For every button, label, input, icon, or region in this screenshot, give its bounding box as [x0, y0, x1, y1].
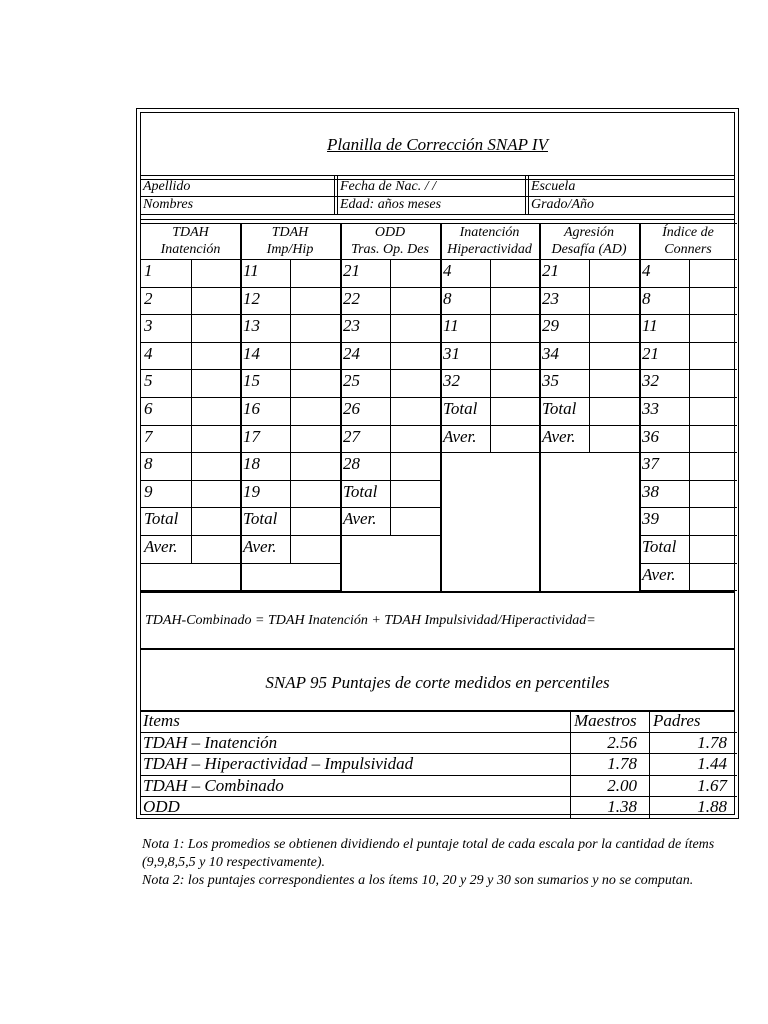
- grid-item-label: Total: [144, 509, 179, 529]
- cutoff-padres-value: 1.44: [697, 754, 727, 773]
- grid-item-label: 11: [642, 316, 658, 336]
- grid-item-label: 11: [443, 316, 459, 336]
- cutoff-padres-value: 1.88: [697, 797, 727, 816]
- field-escuela: Escuela: [531, 179, 576, 194]
- column-header: [639, 224, 737, 258]
- grid-item-label: 4: [443, 261, 452, 280]
- grid-item-label: 13: [243, 316, 260, 336]
- grid-item-label: Aver.: [542, 426, 576, 446]
- grid-item-label: 39: [642, 509, 659, 529]
- grid-item-label: 17: [243, 426, 260, 446]
- cutoff-maestros-value: 1.78: [607, 754, 637, 773]
- cutoff-row-label: ODD: [143, 797, 180, 816]
- grid-item-label: Aver.: [144, 537, 178, 556]
- grid-item-label: 9: [144, 481, 153, 501]
- cutoff-maestros-value: 1.38: [607, 797, 637, 816]
- grid-item-label: 7: [144, 426, 153, 446]
- cutoff-padres-value: 1.67: [697, 775, 727, 795]
- column-header-line: Inatención: [459, 225, 520, 240]
- column-header-line: Desafía (AD): [551, 242, 627, 257]
- grid-item-label: 21: [542, 261, 559, 280]
- grid-item-label: 21: [642, 343, 659, 363]
- grid-item-label: 4: [642, 261, 651, 280]
- grid-item-label: 3: [144, 316, 153, 336]
- grid-item-label: 8: [642, 288, 651, 308]
- notes: [142, 836, 742, 890]
- grid-item-label: 38: [642, 481, 659, 501]
- grid-item-label: 23: [542, 288, 559, 308]
- cutoff-header-maestros: Maestros: [574, 711, 637, 730]
- column-header-line: Agresión: [563, 225, 615, 240]
- grid-item-label: 35: [542, 371, 559, 391]
- form-title: Planilla de Corrección SNAP IV: [327, 135, 548, 154]
- column-header-line: ODD: [374, 225, 406, 240]
- cutoff-maestros-value: 2.00: [607, 775, 637, 795]
- grid-item-label: Aver.: [642, 564, 676, 584]
- grid-item-label: 25: [343, 371, 360, 391]
- field-fecha-nac: Fecha de Nac. / /: [340, 179, 437, 194]
- correction-form: [136, 108, 739, 819]
- grid-item-label: 23: [343, 316, 360, 336]
- grid-item-label: 34: [542, 343, 559, 363]
- combined-formula: TDAH-Combinado = TDAH Inatención + TDAH Impulsividad/Hiperactividad=: [145, 613, 596, 628]
- column-header: [340, 224, 440, 258]
- grid-item-label: 32: [443, 371, 460, 391]
- column-header-line: Hiperactividad: [447, 242, 532, 257]
- grid-item-label: 5: [144, 371, 153, 391]
- column-header-line: Conners: [664, 242, 712, 257]
- column-header-line: Tras. Op. Des: [351, 242, 429, 257]
- column-header-line: TDAH: [271, 225, 309, 240]
- grid-item-label: 19: [243, 481, 260, 501]
- column-header: [141, 224, 240, 258]
- grid-item-label: Total: [243, 509, 278, 529]
- cutoff-header-padres: Padres: [653, 711, 701, 730]
- grid-item-label: 31: [443, 343, 460, 363]
- grid-item-label: Aver.: [243, 537, 277, 556]
- column-header: [539, 224, 639, 258]
- grid-item-label: 36: [642, 426, 659, 446]
- grid-item-label: 22: [343, 288, 360, 308]
- column-header-line: Imp/Hip: [266, 242, 314, 257]
- cutoff-title: SNAP 95 Puntajes de corte medidos en percentiles: [265, 673, 610, 692]
- grid-item-label: 28: [343, 454, 360, 474]
- field-grado: Grado/Año: [531, 197, 594, 212]
- cutoff-row-label: TDAH – Combinado: [143, 775, 284, 795]
- column-header: [440, 224, 539, 258]
- grid-item-label: 12: [243, 288, 260, 308]
- form-inner-border: [140, 112, 735, 815]
- grid-item-label: 11: [243, 261, 259, 280]
- grid-item-label: 8: [144, 454, 153, 474]
- grid-item-label: 24: [343, 343, 360, 363]
- grid-item-label: Aver.: [343, 509, 377, 529]
- cutoff-row-label: TDAH – Inatención: [143, 732, 278, 752]
- field-edad: Edad: años meses: [340, 197, 442, 212]
- column-header-line: TDAH: [172, 225, 209, 240]
- grid-item-label: 32: [642, 371, 659, 391]
- field-nombres: Nombres: [143, 197, 194, 212]
- cutoff-maestros-value: 2.56: [607, 732, 637, 752]
- grid-item-label: 14: [243, 343, 260, 363]
- grid-item-label: Total: [542, 399, 577, 418]
- cutoff-row-label: TDAH – Hiperactividad – Impulsividad: [143, 754, 414, 773]
- grid-item-label: 29: [542, 316, 559, 336]
- grid-item-label: 4: [144, 343, 153, 363]
- note-1: Nota 1: Los promedios se obtienen dividiendo el puntaje total de cada escala por la cantidad de ítems (9,9,8,5,5 y 10 respectivamente).: [142, 837, 715, 870]
- column-header-line: Índice de: [662, 225, 714, 240]
- grid-item-label: Total: [642, 537, 677, 556]
- grid-item-label: 37: [642, 454, 659, 474]
- grid-item-label: 8: [443, 288, 452, 308]
- grid-item-label: 21: [343, 261, 360, 280]
- grid-item-label: 33: [642, 399, 659, 418]
- field-apellido: Apellido: [143, 179, 191, 194]
- column-header: [240, 224, 340, 258]
- grid-item-label: Aver.: [443, 426, 477, 446]
- grid-item-label: Total: [443, 399, 478, 418]
- grid-item-label: 6: [144, 399, 153, 418]
- grid-item-label: 18: [243, 454, 260, 474]
- grid-item-label: 2: [144, 288, 153, 308]
- cutoff-header-items: Items: [143, 711, 180, 730]
- grid-item-label: 16: [243, 399, 260, 418]
- grid-item-label: 26: [343, 399, 360, 418]
- grid-item-label: Total: [343, 481, 378, 501]
- cutoff-padres-value: 1.78: [697, 732, 727, 752]
- grid-item-label: 27: [343, 426, 360, 446]
- note-2: Nota 2: los puntajes correspondientes a los ítems 10, 20 y 29 y 30 son sumarios y no se computan.: [142, 873, 694, 888]
- grid-item-label: 1: [144, 261, 153, 280]
- column-header-line: Inatención: [160, 242, 221, 257]
- grid-item-label: 15: [243, 371, 260, 391]
